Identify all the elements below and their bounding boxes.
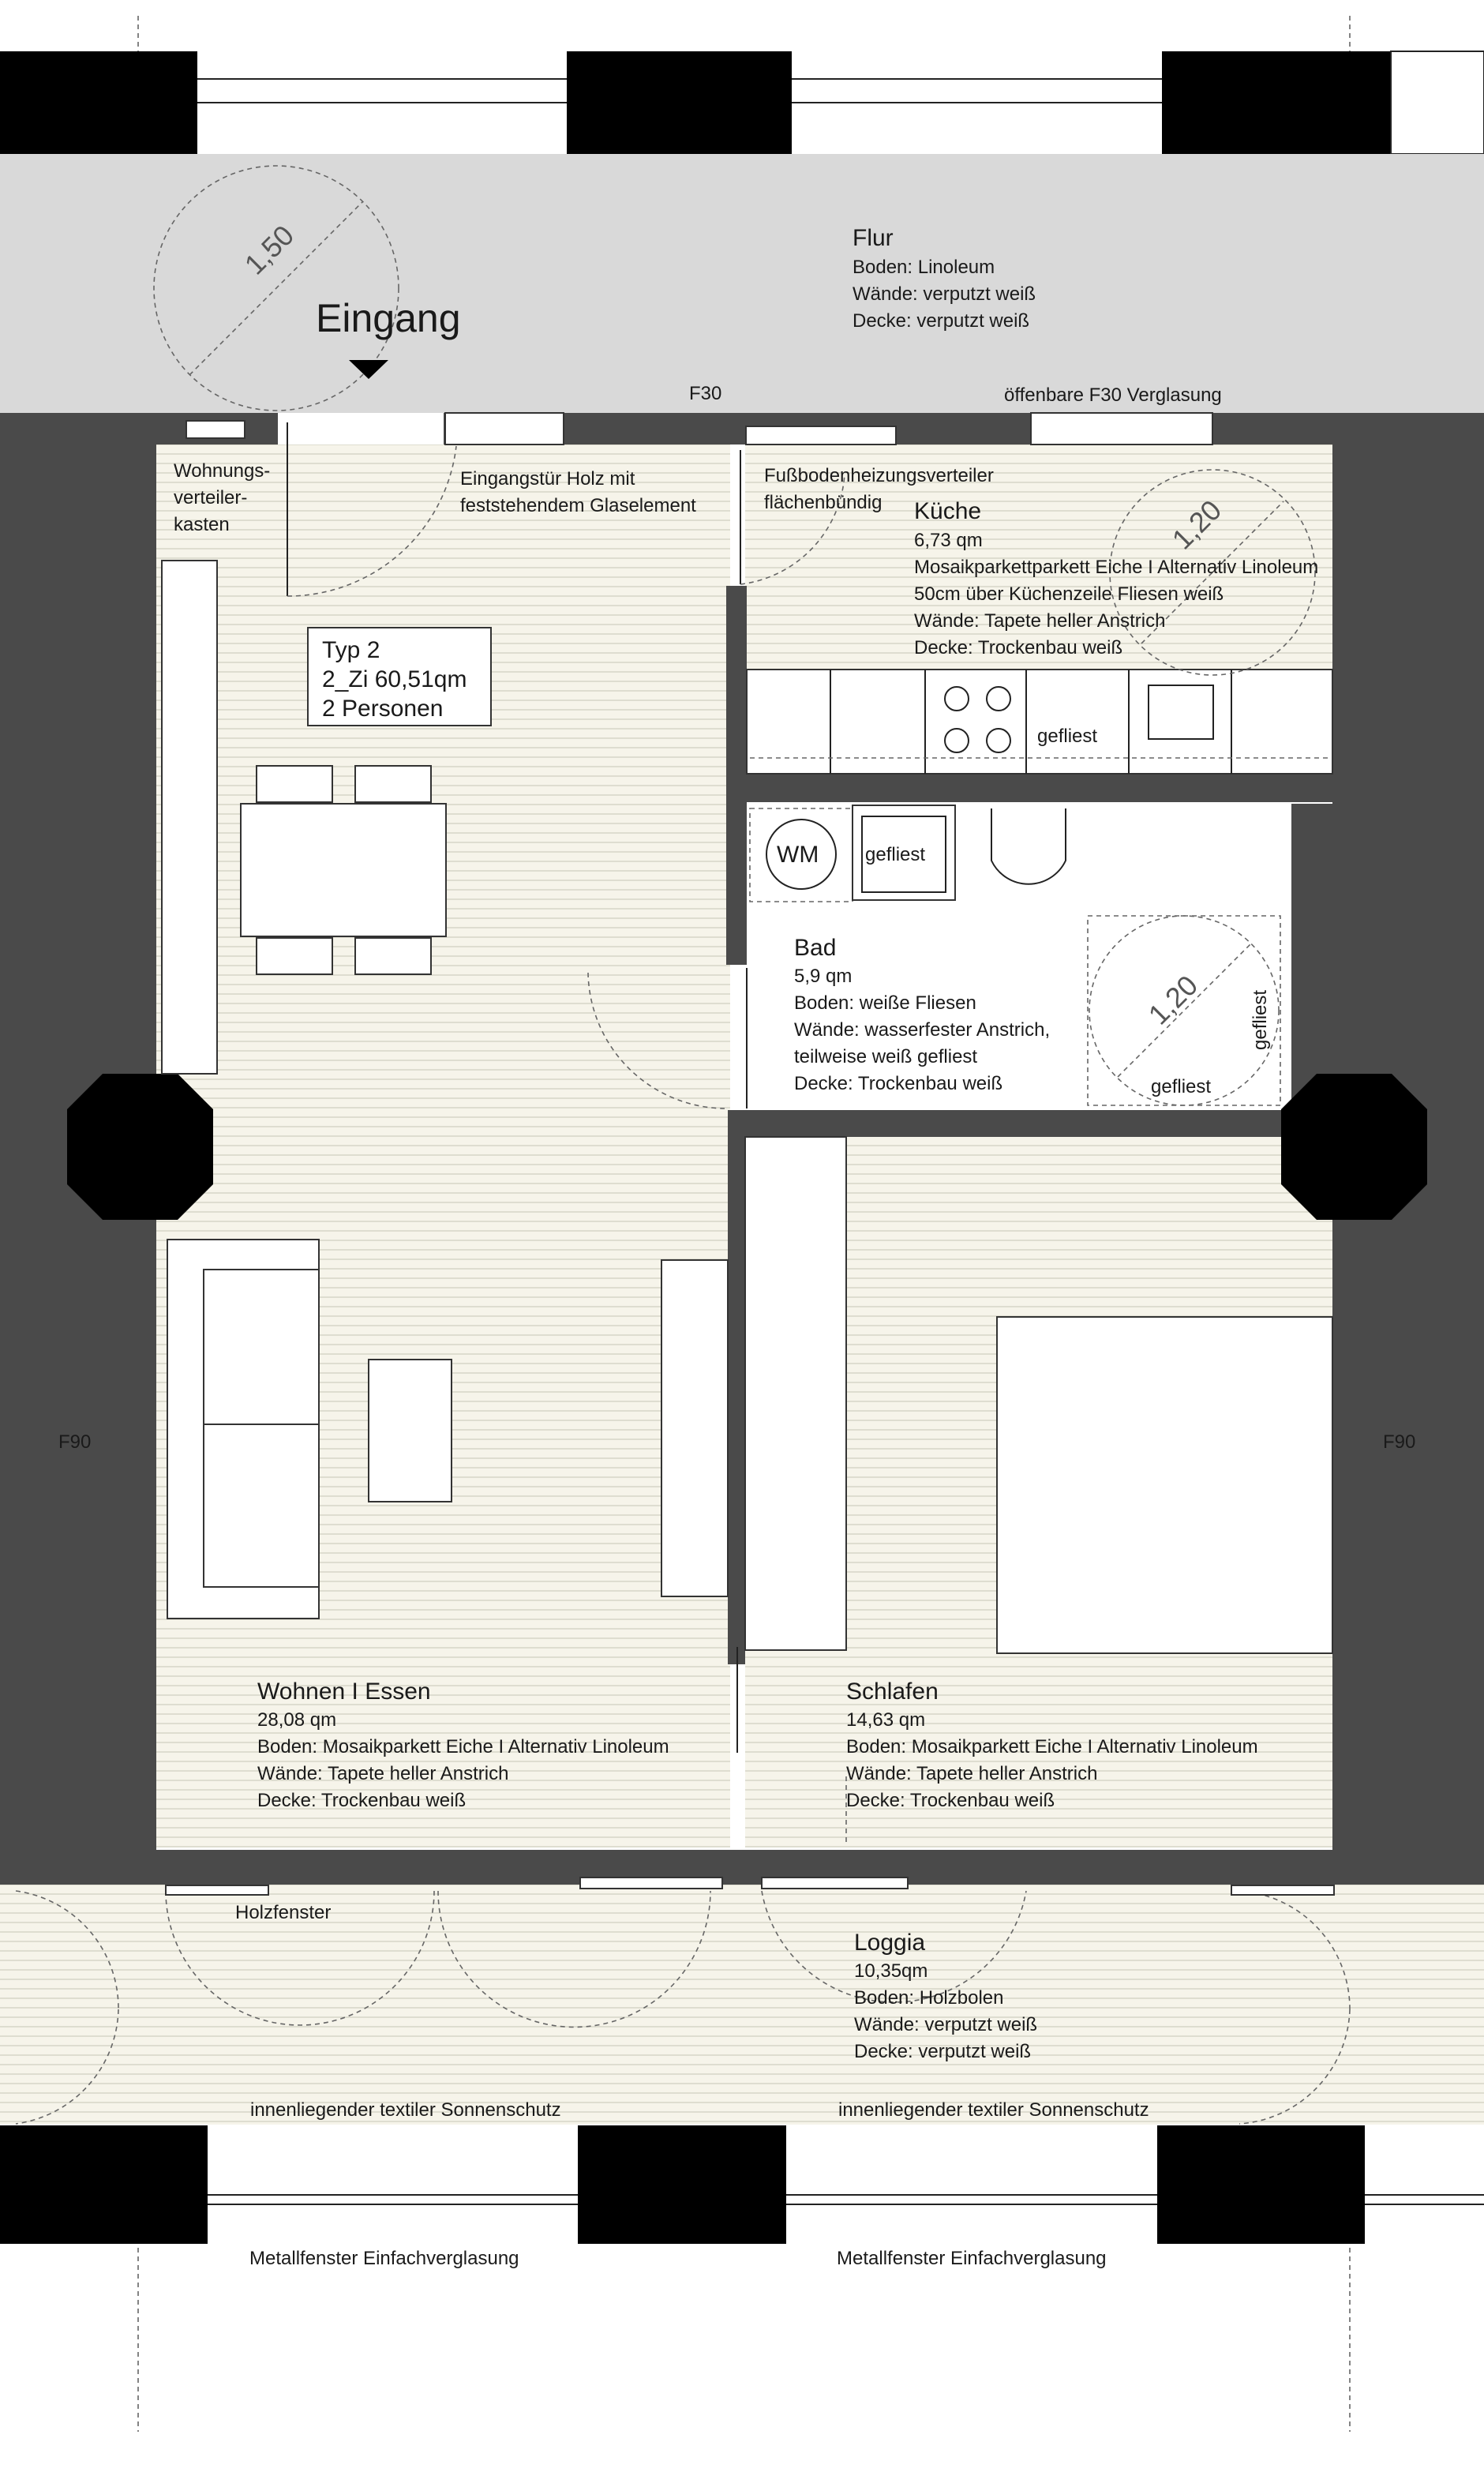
unit-type-line2: 2_Zi 60,51qm (322, 666, 467, 692)
living-area: 28,08 qm (257, 1709, 337, 1731)
distribution-box-line1: Wohnungs- (174, 460, 271, 482)
bathroom-area: 5,9 qm (794, 966, 853, 987)
entrance-label: Eingang (316, 296, 461, 340)
metal-window-right: Metallfenster Einfachverglasung (837, 2248, 1107, 2269)
f30-label: F30 (689, 383, 722, 404)
living-floor-text: Boden: Mosaikparkett Eiche I Alternativ Linoleum (257, 1736, 669, 1757)
column (1281, 1074, 1427, 1220)
kitchen-tiles-text: 50cm über Küchenzeile Fliesen weiß (914, 583, 1224, 605)
bedroom-wardrobe (745, 1137, 846, 1650)
bathroom-wall-tiled-label: gefliest (1250, 989, 1271, 1050)
bedroom-ceiling-text: Decke: Trockenbau weiß (846, 1790, 1055, 1811)
sideboard (661, 1260, 728, 1596)
unit-type-line3: 2 Personen (322, 696, 444, 722)
heating-manifold-line1: Fußbodenheizungsverteiler (764, 465, 994, 486)
kitchen-floor-text: Mosaikparkettparkett Eiche I Alternativ Linoleum (914, 557, 1319, 578)
distribution-box-line2: verteiler- (174, 487, 248, 508)
living-walls-text: Wände: Tapete heller Anstrich (257, 1763, 509, 1784)
bathroom-walls-line1: Wände: wasserfester Anstrich, (794, 1019, 1051, 1041)
loggia-area: 10,35qm (854, 1960, 928, 1982)
heating-manifold-line2: flächenbündig (764, 492, 883, 513)
loggia-ceiling-text: Decke: verputzt weiß (854, 2041, 1032, 2062)
bedroom-walls-text: Wände: Tapete heller Anstrich (846, 1763, 1098, 1784)
hallway-name: Flur (853, 225, 894, 251)
bathroom-name: Bad (794, 935, 837, 961)
bed (997, 1317, 1332, 1653)
bedroom-name: Schlafen (846, 1679, 939, 1705)
entry-door-line1: Eingangstür Holz mit (460, 468, 635, 490)
corridor-circle-label: 1,50 (238, 219, 301, 281)
bottom-facade (0, 2125, 1484, 2244)
living-ceiling-text: Decke: Trockenbau weiß (257, 1790, 467, 1811)
distribution-box-line3: kasten (174, 514, 230, 535)
kitchen-counter (747, 670, 1332, 774)
coffee-table (369, 1360, 452, 1502)
corridor-floor (0, 154, 1484, 414)
entry-door-line2: feststehendem Glaselement (460, 495, 696, 516)
kitchen-walls-text: Wände: Tapete heller Anstrich (914, 610, 1166, 632)
f90-right-label: F90 (1383, 1431, 1416, 1453)
sink-tiled-label: gefliest (865, 844, 926, 865)
bathroom-ceiling-text: Decke: Trockenbau weiß (794, 1073, 1003, 1094)
bedroom-area: 14,63 qm (846, 1709, 926, 1731)
bathroom-circle-label: 1,20 (1141, 969, 1205, 1031)
loggia-floor-text: Boden: Holzbolen (854, 1987, 1004, 2009)
sun-protection-left: innenliegender textiler Sonnenschutz (250, 2099, 561, 2121)
wood-window-label: Holzfenster (235, 1902, 332, 1923)
kitchen-area: 6,73 qm (914, 530, 983, 551)
loggia-floor (0, 1884, 1484, 2125)
kitchen-circle-label: 1,20 (1165, 493, 1228, 556)
bathroom-walls-line2: teilweise weiß gefliest (794, 1046, 978, 1067)
washer-label: WM (777, 842, 819, 868)
sofa (167, 1240, 319, 1619)
loggia-walls-text: Wände: verputzt weiß (854, 2014, 1038, 2035)
living-name: Wohnen I Essen (257, 1679, 431, 1705)
f90-left-label: F90 (58, 1431, 92, 1453)
glazing-label: öffenbare F30 Verglasung (1004, 384, 1222, 406)
loggia-name: Loggia (854, 1930, 926, 1956)
sun-protection-right: innenliegender textiler Sonnenschutz (838, 2099, 1149, 2121)
facade-pier (0, 51, 197, 154)
wardrobe (162, 561, 217, 1074)
metal-window-left: Metallfenster Einfachverglasung (249, 2248, 519, 2269)
kitchen-ceiling-text: Decke: Trockenbau weiß (914, 637, 1123, 658)
hallway-walls: Wände: verputzt weiß (853, 283, 1036, 305)
column (67, 1074, 213, 1220)
bathroom-floor-text: Boden: weiße Fliesen (794, 992, 976, 1014)
hallway-floor: Boden: Linoleum (853, 257, 995, 278)
bedroom-floor-text: Boden: Mosaikparkett Eiche I Alternativ Linoleum (846, 1736, 1258, 1757)
kitchen-tiled-label: gefliest (1037, 726, 1098, 747)
kitchen-name: Küche (914, 498, 982, 524)
hallway-ceiling: Decke: verputzt weiß (853, 310, 1030, 332)
bathroom-floor-tiled-label: gefliest (1151, 1076, 1212, 1097)
unit-type-line1: Typ 2 (322, 637, 380, 663)
